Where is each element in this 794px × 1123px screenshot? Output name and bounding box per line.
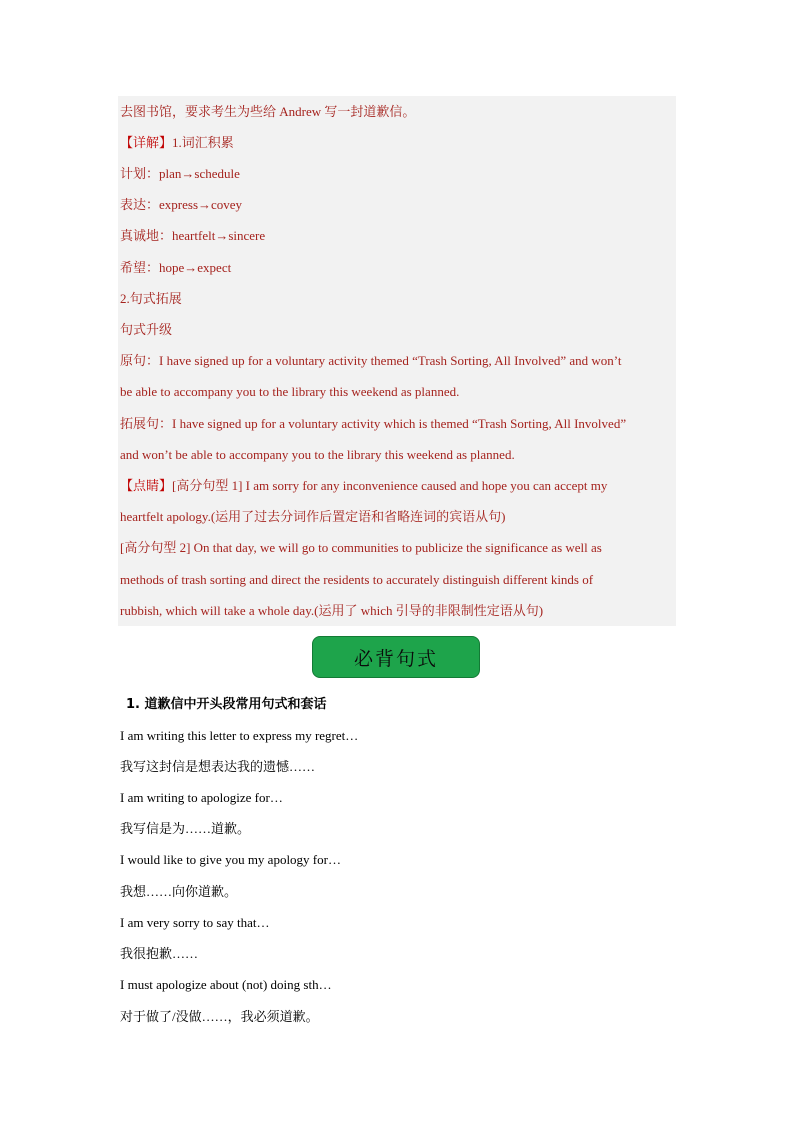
phrase-line: I would like to give you my apology for… bbox=[120, 852, 341, 867]
phrase-line: I am writing this letter to express my regret… bbox=[120, 728, 359, 743]
vocab-item-hope: 希望：hope→expect bbox=[120, 260, 232, 275]
upgrade-title: 句式升级 bbox=[120, 322, 173, 337]
phrase-line: I am writing to apologize for… bbox=[120, 790, 283, 805]
phrase-translation: 我写这封信是想表达我的遗憾…… bbox=[120, 759, 316, 774]
tip-tag: 【点睛】 bbox=[120, 478, 173, 493]
phrase-translation: 我很抱歉…… bbox=[120, 946, 199, 961]
vocab-item-express: 表达：express→covey bbox=[120, 197, 243, 212]
phrase-translation: 我写信是为……道歉。 bbox=[120, 821, 251, 836]
phrase-translation: 我想……向你道歉。 bbox=[120, 884, 238, 899]
detail-title: 1.词汇积累 bbox=[172, 135, 234, 150]
original-sentence-line1: 原句：I have signed up for a voluntary activity themed “Trash Sorting, All Involved” and won’t bbox=[120, 353, 622, 368]
tip-line5: rubbish, which will take a whole day.(运用了 which 引导的非限制性定语从句) bbox=[120, 603, 544, 618]
tip-line4: methods of trash sorting and direct the residents to accurately distinguish different kinds of bbox=[120, 572, 594, 587]
detail-heading bbox=[120, 134, 234, 152]
vocab-item-heartfelt: 真诚地：heartfelt→sincere bbox=[120, 228, 266, 243]
expanded-sentence-line2: and won’t be able to accompany you to the library this weekend as planned. bbox=[120, 447, 515, 462]
tip-line3: [高分句型 2] On that day, we will go to communities to publicize the significance as well as bbox=[120, 540, 602, 555]
original-sentence-line2: be able to accompany you to the library this weekend as planned. bbox=[120, 384, 460, 399]
phrase-line: I must apologize about (not) doing sth… bbox=[120, 977, 332, 992]
sentence-title: 2.句式拓展 bbox=[120, 291, 182, 306]
section-heading: 1. 道歉信中开头段常用句式和套话 bbox=[126, 697, 327, 712]
tip-line1: 【点睛】[高分句型 1] I am sorry for any inconvenience caused and hope you can accept my bbox=[120, 478, 608, 493]
tip-line2: heartfelt apology.(运用了过去分词作后置定语和省略连词的宾语从句) bbox=[120, 509, 506, 524]
intro-line: 去图书馆，要求考生为些给 Andrew 写一封道歉信。 bbox=[120, 104, 416, 119]
section-banner: 必背句式 bbox=[312, 636, 480, 678]
expanded-sentence-line1: 拓展句：I have signed up for a voluntary activity which is themed “Trash Sorting, All Involved” bbox=[120, 416, 627, 431]
vocab-item-plan: 计划：plan→schedule bbox=[120, 166, 240, 181]
phrase-translation: 对于做了/没做……，我必须道歉。 bbox=[120, 1009, 319, 1024]
detail-tag: 【详解】 bbox=[120, 135, 173, 150]
phrase-line: I am very sorry to say that… bbox=[120, 915, 270, 930]
